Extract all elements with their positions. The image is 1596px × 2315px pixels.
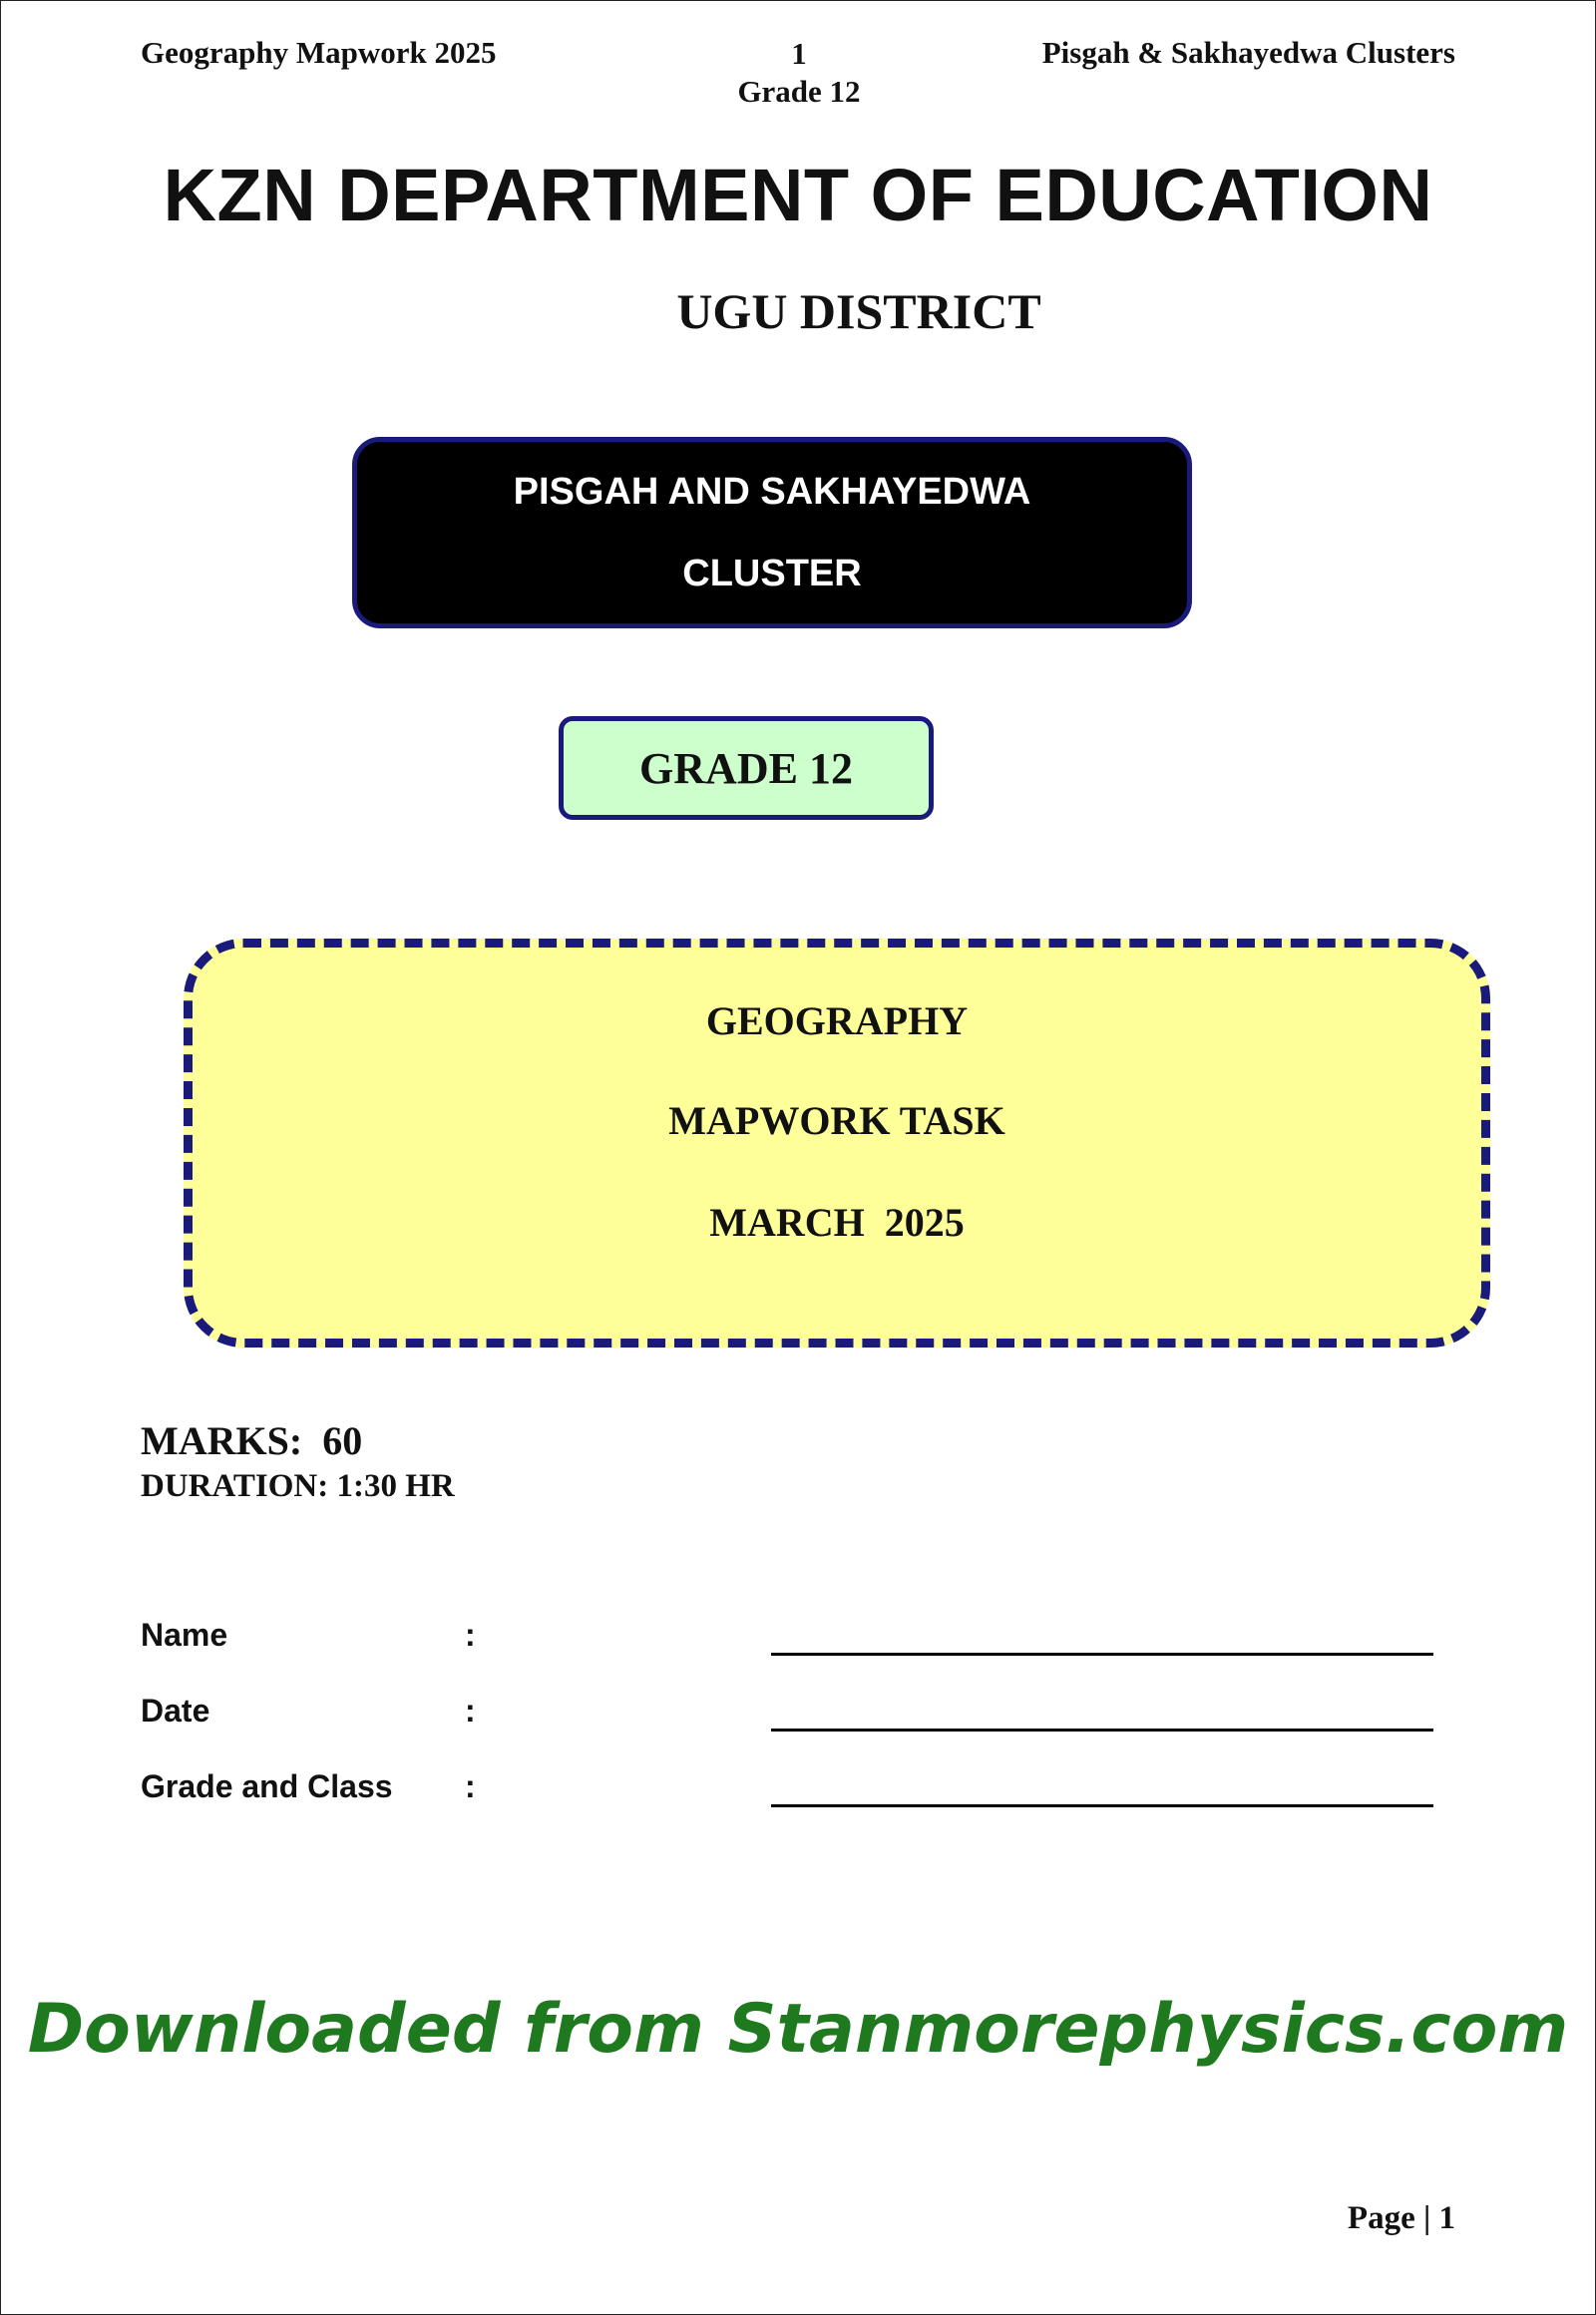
subject-line-2: MAPWORK TASK xyxy=(668,1098,1005,1143)
grade-class-field xyxy=(141,1768,1437,1818)
page-footer: Page | 1 xyxy=(1347,2200,1455,2236)
name-field xyxy=(141,1617,1437,1667)
download-watermark: Downloaded from Stanmorephysics.com xyxy=(27,1990,1569,2069)
grade-class-label: Grade and Class xyxy=(141,1768,393,1804)
header-center xyxy=(619,35,979,111)
grade-class-colon: : xyxy=(465,1768,476,1804)
cluster-line-2: CLUSTER xyxy=(682,553,862,594)
subject-line-1: GEOGRAPHY xyxy=(705,998,969,1043)
district-heading: UGU DISTRICT xyxy=(676,283,1041,339)
cluster-line-1: PISGAH AND SAKHAYEDWA xyxy=(513,471,1031,513)
subject-line-3: MARCH 2025 xyxy=(709,1200,965,1245)
marks-text: MARKS: 60 xyxy=(141,1418,363,1463)
date-colon: : xyxy=(465,1693,476,1729)
date-field xyxy=(141,1693,1437,1742)
header-grade: Grade 12 xyxy=(737,74,861,109)
header-subject: Geography Mapwork 2025 xyxy=(141,35,497,70)
subject-panel xyxy=(184,939,1490,1348)
date-blank-line[interactable] xyxy=(771,1729,1433,1732)
grade-class-blank-line[interactable] xyxy=(771,1804,1433,1807)
header-clusters: Pisgah & Sakhayedwa Clusters xyxy=(1041,35,1455,70)
name-label: Name xyxy=(141,1617,228,1653)
grade-badge: GRADE 12 xyxy=(559,716,934,820)
cluster-banner xyxy=(352,437,1192,628)
duration-text: DURATION: 1:30 HR xyxy=(141,1468,455,1504)
document-title: KZN DEPARTMENT OF EDUCATION xyxy=(163,154,1433,236)
header-page-number: 1 xyxy=(791,36,807,71)
date-label: Date xyxy=(141,1693,210,1729)
name-colon: : xyxy=(465,1617,476,1653)
name-blank-line[interactable] xyxy=(771,1653,1433,1656)
